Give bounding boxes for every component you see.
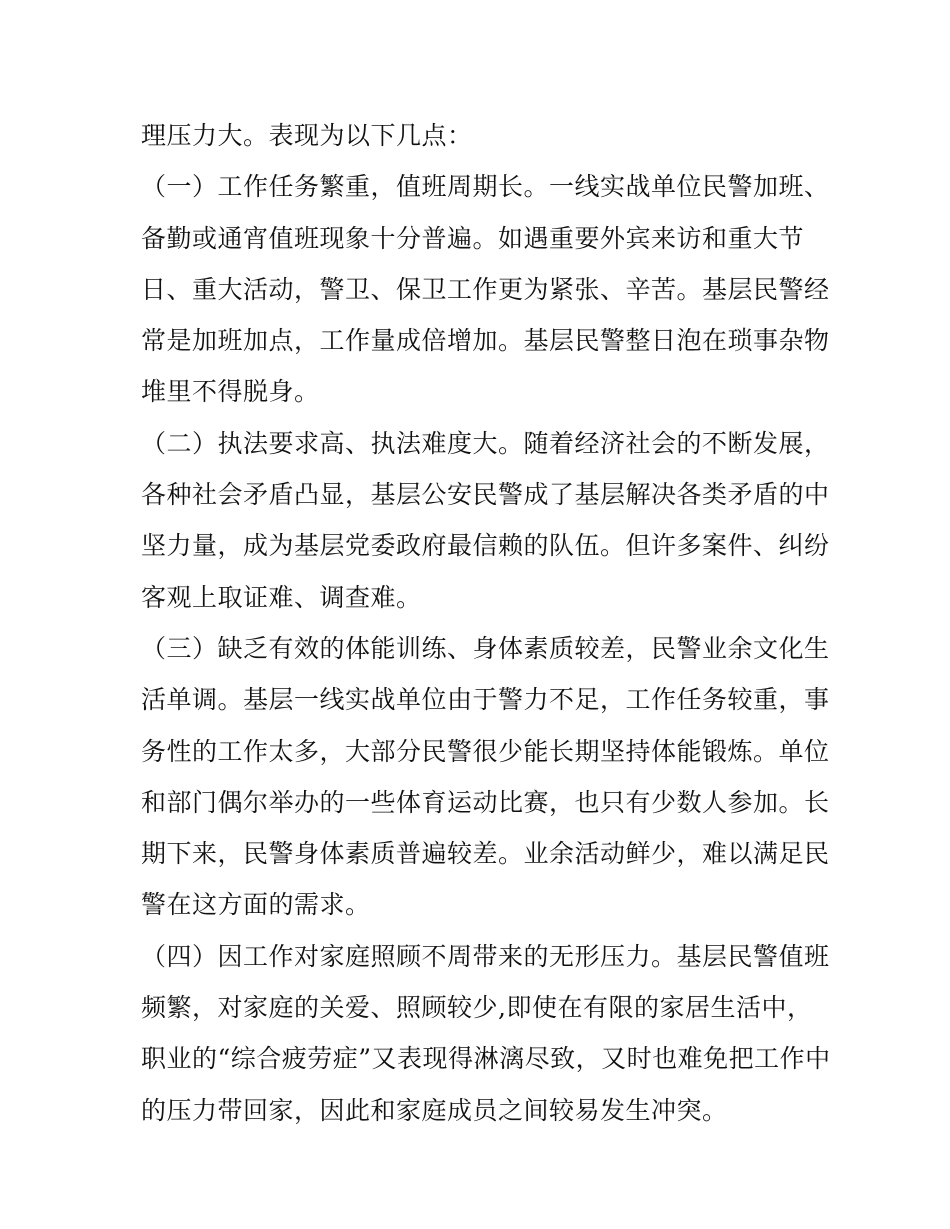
text-line: 和部门偶尔举办的一些体育运动比赛，也只有少数人参加。长 — [141, 787, 830, 817]
text-line: 备勤或通宵值班现象十分普遍。如遇重要外宾来访和重大节 — [141, 223, 805, 253]
text-line: （二）执法要求高、执法难度大。随着经济社会的不断发展， — [141, 428, 830, 458]
text-line: 警在这方面的需求。 — [141, 890, 371, 920]
text-line: 职业的“综合疲劳症”又表现得淋漓尽致，又时也难免把工作中 — [141, 1044, 831, 1074]
text-line: 堆里不得脱身。 — [141, 377, 320, 407]
text-line: 频繁，对家庭的关爱、照顾较少,即使在有限的家居生活中， — [141, 993, 813, 1023]
text-line: 常是加班加点，工作量成倍增加。基层民警整日泡在琐事杂物 — [141, 326, 830, 356]
body-text — [141, 110, 831, 1136]
text-line: 活单调。基层一线实战单位由于警力不足，工作任务较重，事 — [141, 685, 830, 715]
text-line: 理压力大。表现为以下几点： — [141, 121, 473, 150]
text-line: 客观上取证难、调查难。 — [141, 582, 422, 612]
text-line: （一）工作任务繁重，值班周期长。一线实战单位民警加班、 — [141, 172, 830, 202]
text-line: 期下来，民警身体素质普遍较差。业余活动鲜少，难以满足民 — [141, 839, 830, 869]
text-line: 各种社会矛盾凸显，基层公安民警成了基层解决各类矛盾的中 — [141, 480, 830, 510]
text-line: 务性的工作太多，大部分民警很少能长期坚持体能锻炼。单位 — [141, 736, 830, 766]
text-line: （四）因工作对家庭照顾不周带来的无形压力。基层民警值班 — [141, 941, 830, 971]
text-line: （三）缺乏有效的体能训练、身体素质较差，民警业余文化生 — [141, 633, 830, 663]
text-line: 的压力带回家，因此和家庭成员之间较易发生冲突。 — [141, 1095, 728, 1125]
text-line: 日、重大活动，警卫、保卫工作更为紧张、辛苦。基层民警经 — [141, 274, 830, 304]
text-line: 坚力量，成为基层党委政府最信赖的队伍。但许多案件、纠纷 — [141, 531, 830, 561]
